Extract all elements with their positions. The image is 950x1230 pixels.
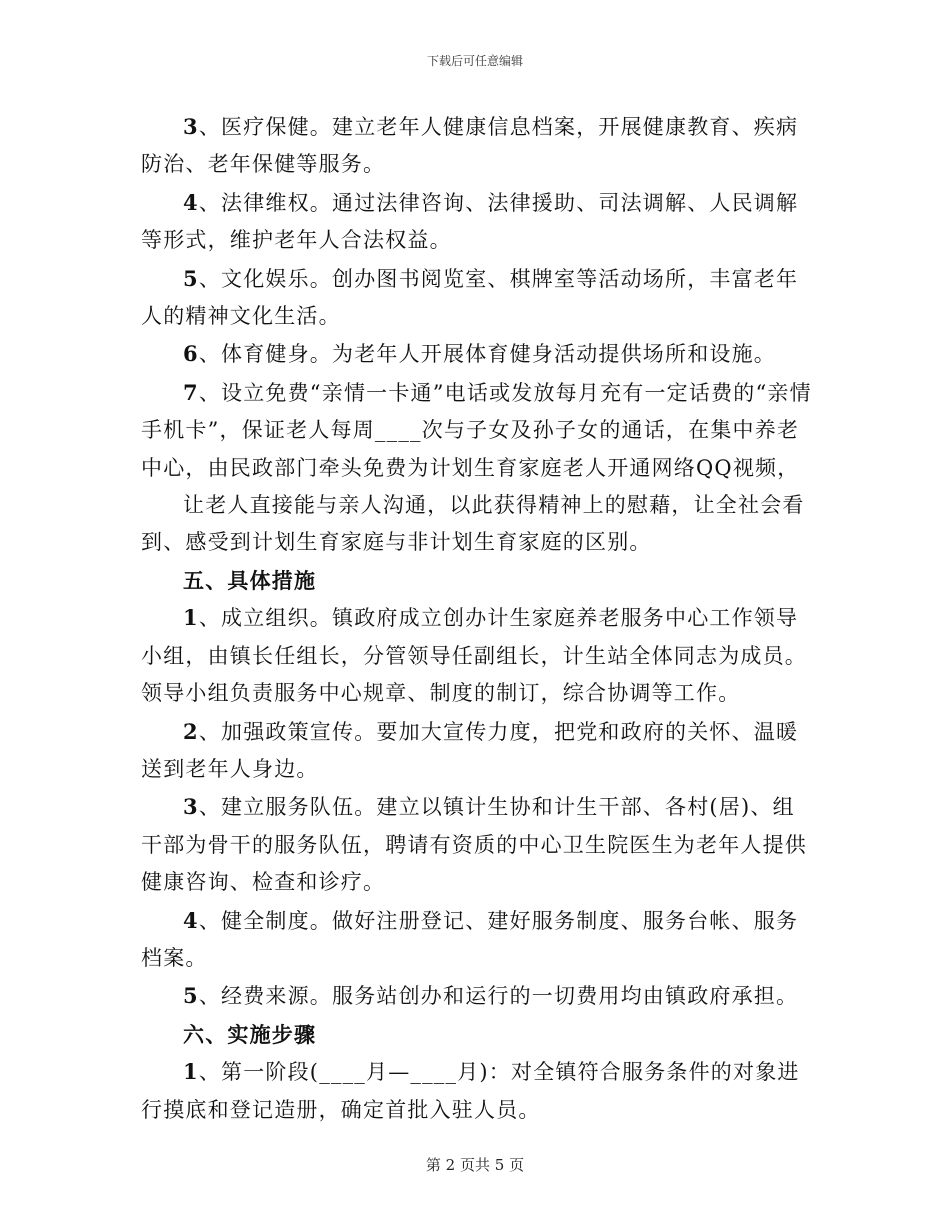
paragraph-text: 、文化娱乐。创办图书阅览室、棋牌室等活动场所，丰富老年人的精神文化生活。: [141, 266, 799, 329]
paragraph-rules-system: [141, 902, 813, 978]
item-number: 3: [183, 114, 199, 139]
paragraph-medical-care: [141, 108, 813, 184]
item-number: 4: [183, 189, 199, 215]
item-number: 5: [183, 265, 199, 291]
paragraph-funding-source: [141, 977, 813, 1015]
paragraph-text: 、经费来源。服务站创办和运行的一切费用均由镇政府承担。: [198, 984, 799, 1009]
item-number: 6: [183, 341, 199, 367]
paragraph-policy-publicity: [141, 713, 813, 789]
page-footer: 第 2 页共 5 页: [425, 1156, 525, 1174]
paragraph-text: 、设立免费“亲情一卡通”电话或发放每月充有一定话费的“亲情手机卡”，保证老人每周____次与子女及孙子女的通话，在集中养老中心，由民政部门牵头免费为计划生育家庭老人开通网络QQ视频，: [141, 380, 812, 480]
document-body: [141, 108, 813, 1129]
item-number: 1: [183, 605, 199, 631]
section-heading-measures: 五、具体措施: [183, 567, 317, 593]
paragraph-establish-organization: [141, 599, 813, 712]
paragraph-text: 、医疗保健。建立老年人健康信息档案，开展健康教育、疾病防治、老年保健等服务。: [141, 115, 799, 177]
paragraph-text: 、体育健身。为老年人开展体育健身活动提供场所和设施。: [198, 342, 777, 367]
paragraph-family-card: [141, 374, 813, 487]
item-number: 2: [183, 718, 199, 744]
paragraph-text: 、第一阶段(____月—____月)：对全镇符合服务条件的对象进行摸底和登记造册，确定首批入驻人员。: [141, 1060, 800, 1122]
paragraph-phase-one: [141, 1053, 813, 1129]
item-number: 5: [183, 983, 199, 1009]
section-heading-steps: 六、实施步骤: [183, 1021, 317, 1047]
paragraph-legal-rights: [141, 184, 813, 260]
item-number: 1: [183, 1059, 199, 1085]
item-number: 4: [183, 907, 199, 933]
paragraph-text: 、法律维权。通过法律咨询、法律援助、司法调解、人民调解等形式，维护老年人合法权益。: [141, 190, 799, 253]
paragraph-text: 、建立服务队伍。建立以镇计生协和计生干部、各村(居)、组干部为骨干的服务队伍，聘请有资质的中心卫生院医生为老年人提供健康咨询、检查和诊疗。: [141, 795, 807, 895]
paragraph-sports-fitness: [141, 335, 813, 373]
page-header: 下载后可任意编辑: [426, 54, 523, 68]
paragraph-text: 、健全制度。做好注册登记、建好服务制度、服务台帐、服务档案。: [141, 908, 799, 970]
paragraph-family-contact: 让老人直接能与亲人沟通，以此获得精神上的慰藉，让全社会看到、感受到计划生育家庭与非计划生育家庭的区别。: [141, 493, 805, 555]
paragraph-service-team: [141, 788, 813, 901]
item-number: 3: [183, 794, 199, 820]
paragraph-text: 、加强政策宣传。要加大宣传力度，把党和政府的关怀、温暖送到老年人身边。: [141, 719, 799, 781]
paragraph-culture-entertainment: [141, 260, 813, 336]
item-number: 7: [183, 379, 199, 405]
paragraph-text: 、成立组织。镇政府成立创办计生家庭养老服务中心工作领导小组，由镇长任组长，分管领导任副组长，计生站全体同志为成员。领导小组负责服务中心规章、制度的制订，综合协调等工作。: [141, 606, 807, 706]
